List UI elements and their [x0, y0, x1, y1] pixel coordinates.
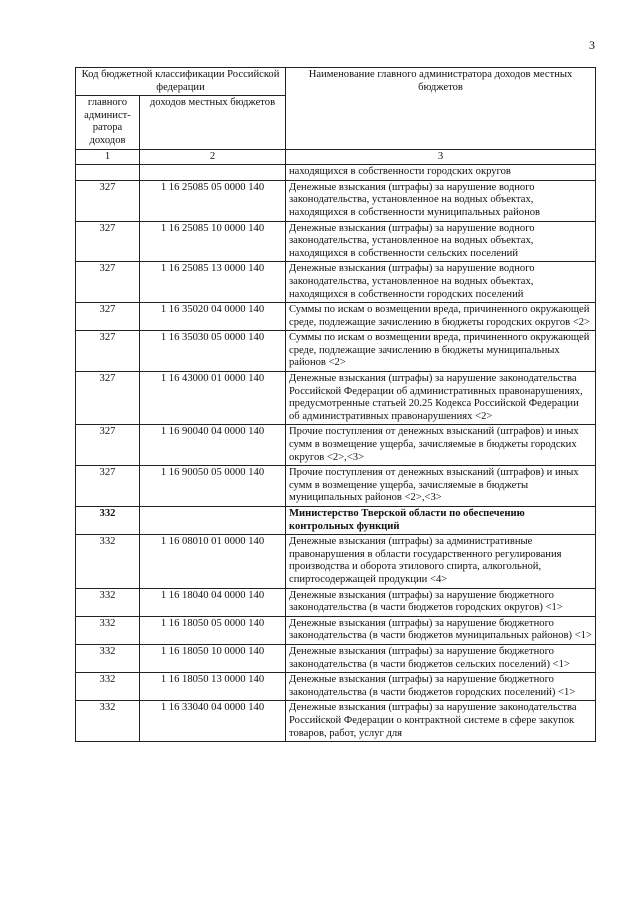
income-name-cell: Прочие поступления от денежных взысканий (штрафов) и иных сумм в возмещение ущерба, зачисляемые в бюджеты городских округов <2>,<3> [286, 425, 596, 466]
column-number-2: 2 [140, 149, 286, 165]
admin-code-cell: 327 [76, 180, 140, 221]
table-row [76, 644, 596, 672]
table-row [76, 701, 596, 742]
budget-classification-table [75, 67, 596, 742]
income-code-cell: 1 16 25085 05 0000 140 [140, 180, 286, 221]
income-name-cell: Денежные взыскания (штрафы) за нарушение водного законодательства, установленное на водных объектах, находящихся в собственности сельских поселений [286, 221, 596, 262]
continuation-admin-cell [76, 165, 140, 181]
income-name-cell: Денежные взыскания (штрафы) за нарушение законодательства Российской Федерации о контрактной системе в сфере закупок товаров, работ, услуг для [286, 701, 596, 742]
page-number: 3 [589, 38, 595, 52]
table-row [76, 372, 596, 425]
admin-code-cell: 332 [76, 535, 140, 588]
income-code-cell: 1 16 43000 01 0000 140 [140, 372, 286, 425]
admin-code-cell: 327 [76, 331, 140, 372]
income-name-cell: Денежные взыскания (штрафы) за нарушение бюджетного законодательства (в части бюджетов городских округов) <1> [286, 588, 596, 616]
header-main-administrator: главного админист-ратора доходов [76, 96, 140, 149]
table-row [76, 673, 596, 701]
income-name-cell: Денежные взыскания (штрафы) за административные правонарушения в области государственного регулирования производства и оборота этилового спирта, алкогольной, спиртосодержащей продукции <4> [286, 535, 596, 588]
column-number-1: 1 [76, 149, 140, 165]
admin-code-cell: 332 [76, 616, 140, 644]
table-row [76, 588, 596, 616]
table-row [76, 221, 596, 262]
header-administrator-name: Наименование главного администратора доходов местных бюджетов [286, 68, 596, 150]
income-name-cell: Денежные взыскания (штрафы) за нарушение бюджетного законодательства (в части бюджетов городских поселений) <1> [286, 673, 596, 701]
income-code-cell: 1 16 25085 13 0000 140 [140, 262, 286, 303]
column-number-row [76, 149, 596, 165]
income-name-cell: Суммы по искам о возмещении вреда, причиненного окружающей среде, подлежащие зачислению в бюджеты городских округов <2> [286, 303, 596, 331]
income-code-cell: 1 16 18050 10 0000 140 [140, 644, 286, 672]
admin-code-cell: 332 [76, 588, 140, 616]
header-row-top [76, 68, 596, 96]
admin-code-cell: 332 [76, 507, 140, 535]
admin-code-cell: 327 [76, 466, 140, 507]
continuation-text: находящихся в собственности городских округов [286, 165, 596, 181]
income-name-cell: Денежные взыскания (штрафы) за нарушение бюджетного законодательства (в части бюджетов сельских поселений) <1> [286, 644, 596, 672]
admin-code-cell: 332 [76, 673, 140, 701]
income-code-cell: 1 16 90040 04 0000 140 [140, 425, 286, 466]
admin-code-cell: 332 [76, 644, 140, 672]
income-name-cell: Денежные взыскания (штрафы) за нарушение водного законодательства, установленное на водных объектах, находящихся в собственности городских поселений [286, 262, 596, 303]
table-row [76, 535, 596, 588]
income-code-cell: 1 16 90050 05 0000 140 [140, 466, 286, 507]
income-code-cell: 1 16 18040 04 0000 140 [140, 588, 286, 616]
admin-code-cell: 327 [76, 262, 140, 303]
column-number-3: 3 [286, 149, 596, 165]
income-code-cell: 1 16 18050 05 0000 140 [140, 616, 286, 644]
table-row [76, 180, 596, 221]
income-name-cell: Суммы по искам о возмещении вреда, причиненного окружающей среде, подлежащие зачислению в бюджеты муниципальных районов <2> [286, 331, 596, 372]
income-code-cell: 1 16 18050 13 0000 140 [140, 673, 286, 701]
admin-code-cell: 327 [76, 372, 140, 425]
header-local-income: доходов местных бюджетов [140, 96, 286, 149]
table-row [76, 303, 596, 331]
continuation-row [76, 165, 596, 181]
income-code-cell: 1 16 08010 01 0000 140 [140, 535, 286, 588]
income-name-cell: Министерство Тверской области по обеспечению контрольных функций [286, 507, 596, 535]
income-code-cell [140, 507, 286, 535]
income-name-cell: Денежные взыскания (штрафы) за нарушение законодательства Российской Федерации об административных правонарушениях, предусмотренные статьей 20.25 Кодекса Российской Федерации об административных правонарушениях <2> [286, 372, 596, 425]
admin-code-cell: 327 [76, 303, 140, 331]
admin-code-cell: 332 [76, 701, 140, 742]
header-budget-classification-code: Код бюджетной классификации Российской федерации [76, 68, 286, 96]
ministry-row [76, 507, 596, 535]
table-row [76, 331, 596, 372]
income-name-cell: Прочие поступления от денежных взысканий (штрафов) и иных сумм в возмещение ущерба, зачисляемые в бюджеты муниципальных районов <2>,<3> [286, 466, 596, 507]
income-code-cell: 1 16 33040 04 0000 140 [140, 701, 286, 742]
table-row [76, 616, 596, 644]
income-name-cell: Денежные взыскания (штрафы) за нарушение водного законодательства, установленное на водных объектах, находящихся в собственности муниципальных районов [286, 180, 596, 221]
income-code-cell: 1 16 25085 10 0000 140 [140, 221, 286, 262]
admin-code-cell: 327 [76, 221, 140, 262]
income-code-cell: 1 16 35020 04 0000 140 [140, 303, 286, 331]
income-code-cell: 1 16 35030 05 0000 140 [140, 331, 286, 372]
table-row [76, 262, 596, 303]
continuation-code-cell [140, 165, 286, 181]
table-row [76, 425, 596, 466]
admin-code-cell: 327 [76, 425, 140, 466]
income-name-cell: Денежные взыскания (штрафы) за нарушение бюджетного законодательства (в части бюджетов муниципальных районов) <1> [286, 616, 596, 644]
table-row [76, 466, 596, 507]
